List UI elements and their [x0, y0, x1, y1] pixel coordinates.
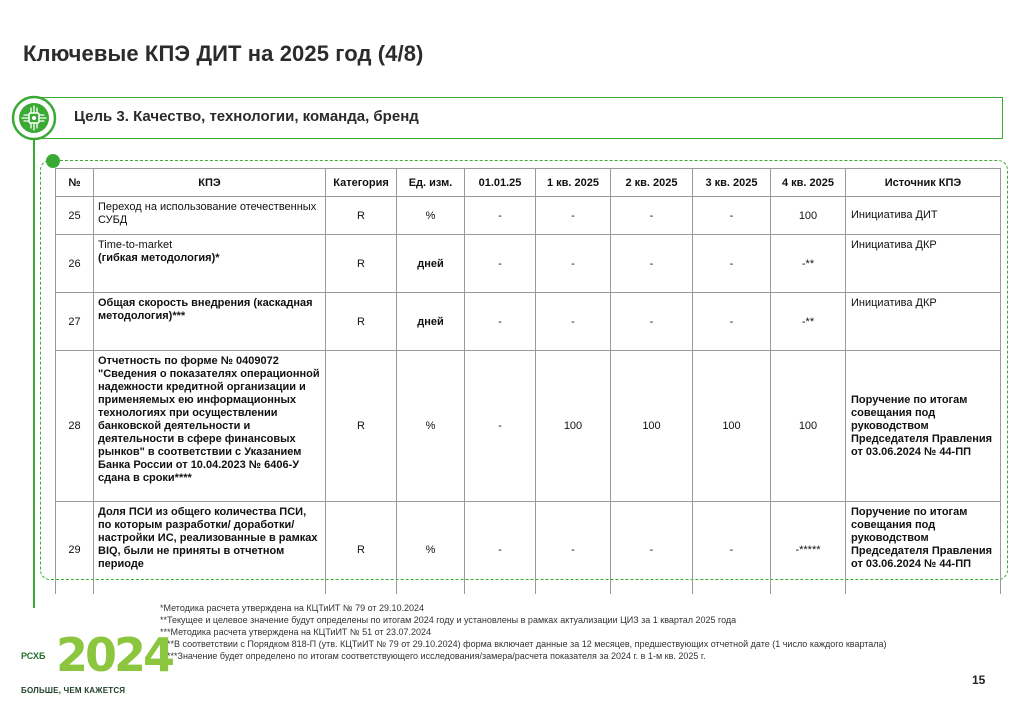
row-01-01-25: -	[465, 197, 536, 235]
page-title: Ключевые КПЭ ДИТ на 2025 год (4/8)	[23, 41, 424, 66]
row-num: 28	[56, 351, 94, 502]
header-source: Источник КПЭ	[846, 169, 1001, 197]
row-q4: -*****	[771, 502, 846, 595]
row-q3: -	[693, 293, 771, 351]
row-source: Инициатива ДИТ	[846, 197, 1001, 235]
logo-tagline: БОЛЬШЕ, ЧЕМ КАЖЕТСЯ	[21, 686, 126, 695]
header-01-01-25: 01.01.25	[465, 169, 536, 197]
row-num: 29	[56, 502, 94, 595]
row-source: Поручение по итогам совещания под руководством Председателя Правления от 03.06.2024 № 44-ПП	[846, 351, 1001, 502]
table-row	[56, 502, 1001, 595]
row-q3: -	[693, 502, 771, 595]
row-q2: -	[611, 235, 693, 293]
page-number: 15	[972, 673, 986, 687]
header-q3: 3 кв. 2025	[693, 169, 771, 197]
row-unit: дней	[397, 293, 465, 351]
row-q3: 100	[693, 351, 771, 502]
row-num: 27	[56, 293, 94, 351]
row-kpi: Переход на использование отечественных СУБД	[94, 197, 326, 235]
row-q2: -	[611, 502, 693, 595]
header-q1: 1 кв. 2025	[536, 169, 611, 197]
row-category: R	[326, 293, 397, 351]
row-q4: 100	[771, 351, 846, 502]
footnote: *Методика расчета утверждена на КЦТиИТ № 79 от 29.10.2024	[160, 603, 425, 613]
row-kpi-line2: (гибкая методология)*	[98, 252, 220, 264]
header-category: Категория	[326, 169, 397, 197]
header-q2: 2 кв. 2025	[611, 169, 693, 197]
row-q2: -	[611, 197, 693, 235]
row-q4: -**	[771, 235, 846, 293]
row-q1: -	[536, 235, 611, 293]
row-q2: -	[611, 293, 693, 351]
row-q1: -	[536, 502, 611, 595]
row-unit: %	[397, 197, 465, 235]
kpi-table	[55, 168, 1001, 594]
table-row	[56, 293, 1001, 351]
table-header-row	[56, 169, 1001, 197]
row-category: R	[326, 502, 397, 595]
goal-title: Цель 3. Качество, технологии, команда, бренд	[74, 108, 419, 125]
row-01-01-25: -	[465, 235, 536, 293]
row-q4: -**	[771, 293, 846, 351]
row-unit: %	[397, 502, 465, 595]
header-kpi: КПЭ	[94, 169, 326, 197]
row-num: 25	[56, 197, 94, 235]
row-source: Поручение по итогам совещания под руководством Председателя Правления от 03.06.2024 № 44-ПП	[846, 502, 1001, 595]
row-kpi: Общая скорость внедрения (каскадная методология)***	[94, 293, 326, 351]
row-q2: 100	[611, 351, 693, 502]
row-num: 26	[56, 235, 94, 293]
row-q1: 100	[536, 351, 611, 502]
footnotes	[160, 602, 920, 662]
row-unit: %	[397, 351, 465, 502]
row-category: R	[326, 197, 397, 235]
header-unit: Ед. изм.	[397, 169, 465, 197]
row-source: Инициатива ДКР	[846, 235, 1001, 293]
footnote: *****Значение будет определено по итогам соответствующего исследования/замера/расчета показателя за 2024 г. в 1-м кв. 2025 г.	[160, 651, 706, 661]
row-category: R	[326, 351, 397, 502]
row-unit: дней	[397, 235, 465, 293]
footnote: **Текущее и целевое значение будут определены по итогам 2024 году и установлены в рамках актуализации ЦИЗ за 1 квартал 2025 года	[160, 615, 737, 625]
row-kpi	[94, 235, 326, 293]
row-q1: -	[536, 293, 611, 351]
row-q4: 100	[771, 197, 846, 235]
footnote: ***Методика расчета утверждена на КЦТиИТ № 51 от 23.07.2024	[160, 627, 432, 637]
logo-year: 2024	[56, 628, 173, 682]
row-category: R	[326, 235, 397, 293]
logo-brand: РСХБ	[21, 651, 46, 661]
header-q4: 4 кв. 2025	[771, 169, 846, 197]
row-kpi: Отчетность по форме № 0409072 "Сведения о показателях операционной надежности кредитной организации и применяемых ею информационных технологиях при осуществлении банковской деятельности и деятельности в сфере финансовых рынков" в соответствии с Указанием Банка России от 10.04.2023 № 6406-У сдана в сроки****	[94, 351, 326, 502]
row-q3: -	[693, 197, 771, 235]
table-row	[56, 235, 1001, 293]
row-source: Инициатива ДКР	[846, 293, 1001, 351]
table-row	[56, 197, 1001, 235]
row-kpi-line1: Time-to-market	[98, 239, 173, 251]
row-q1: -	[536, 197, 611, 235]
table-row	[56, 351, 1001, 502]
row-q3: -	[693, 235, 771, 293]
row-kpi: Доля ПСИ из общего количества ПСИ, по которым разработки/ доработки/ настройки ИС, реализованные в рамках BIQ, были не приняты в отчетном периоде	[94, 502, 326, 595]
row-01-01-25: -	[465, 502, 536, 595]
header-num: №	[56, 169, 94, 197]
footnote: ****В соответствии с Порядком 818-П (утв. КЦТиИТ № 79 от 29.10.2024) форма включает данные за 12 месяцев, предшествующих отчетной дате (1 число каждого квартала)	[160, 639, 887, 649]
row-01-01-25: -	[465, 351, 536, 502]
row-01-01-25: -	[465, 293, 536, 351]
